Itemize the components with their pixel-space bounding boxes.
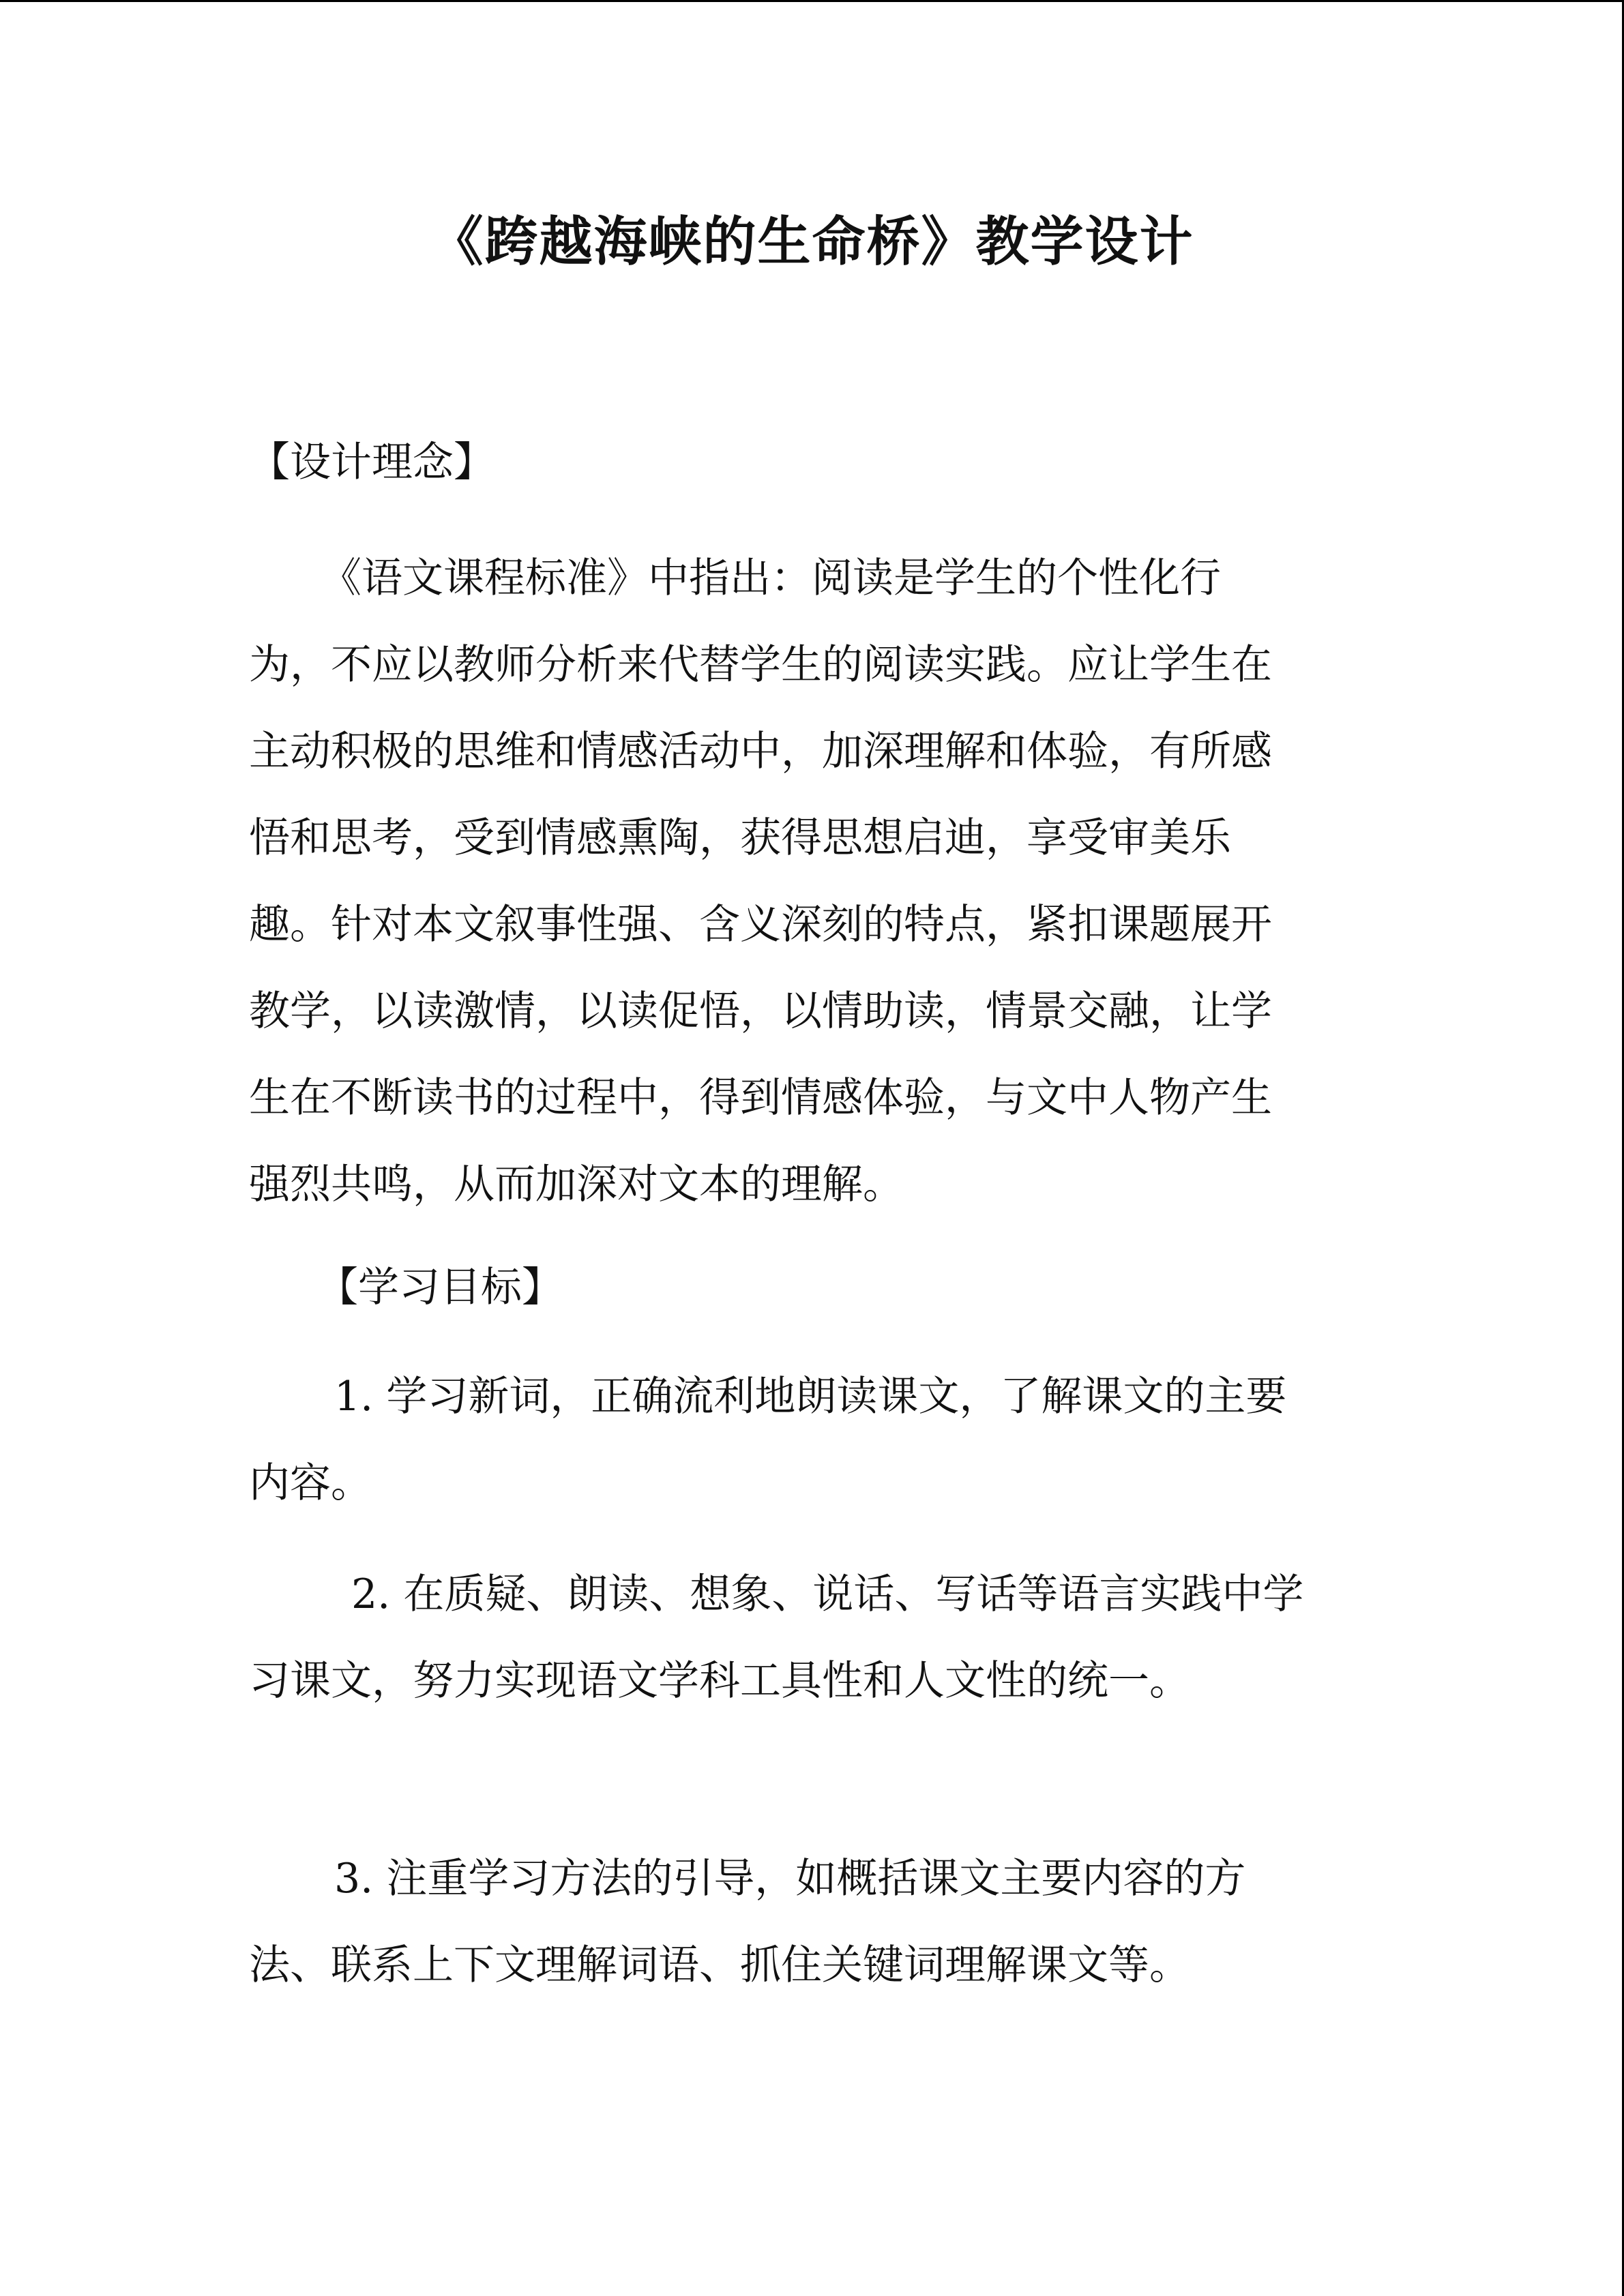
goal-line: 3. 注重学习方法的引导，如概括课文主要内容的方 — [334, 1855, 1246, 1903]
section-heading-learning-goals: 【学习目标】 — [317, 1264, 563, 1311]
learning-goal-item-3 — [249, 1836, 1395, 2009]
paragraph-line: 悟和思考，受到情感熏陶，获得思想启迪，享受审美乐 — [249, 814, 1231, 862]
design-concept-paragraph — [249, 535, 1395, 1228]
paragraph-line: 为，不应以教师分析来代替学生的阅读实践。应让学生在 — [249, 641, 1272, 689]
paragraph-line: 趣。针对本文叙事性强、含义深刻的特点，紧扣课题展开 — [249, 901, 1272, 949]
goal-line: 内容。 — [249, 1459, 372, 1507]
goal-line: 2. 在质疑、朗读、想象、说话、写话等语言实践中学 — [351, 1570, 1304, 1618]
document-title: 《跨越海峡的生命桥》教学设计 — [430, 211, 1194, 273]
section-heading-design-concept: 【设计理念】 — [249, 438, 494, 486]
paragraph-line: 主动积极的思维和情感活动中，加深理解和体验，有所感 — [249, 728, 1272, 775]
goal-line: 1. 学习新词，正确流利地朗读课文，了解课文的主要 — [334, 1373, 1287, 1420]
learning-goal-item-1 — [249, 1354, 1395, 1527]
goal-line: 习课文，努力实现语文学科工具性和人文性的统一。 — [249, 1657, 1190, 1705]
paragraph-line: 生在不断读书的过程中，得到情感体验，与文中人物产生 — [249, 1074, 1272, 1122]
paragraph-line: 强烈共鸣，从而加深对文本的理解。 — [249, 1161, 904, 1208]
paragraph-line: 《语文课程标准》中指出：阅读是学生的个性化行 — [321, 554, 1221, 602]
paragraph-line: 教学，以读激情，以读促悟，以情助读，情景交融，让学 — [249, 987, 1272, 1035]
learning-goal-item-2 — [249, 1551, 1395, 1725]
goal-line: 法、联系上下文理解词语、抓住关键词理解课文等。 — [249, 1941, 1190, 1989]
